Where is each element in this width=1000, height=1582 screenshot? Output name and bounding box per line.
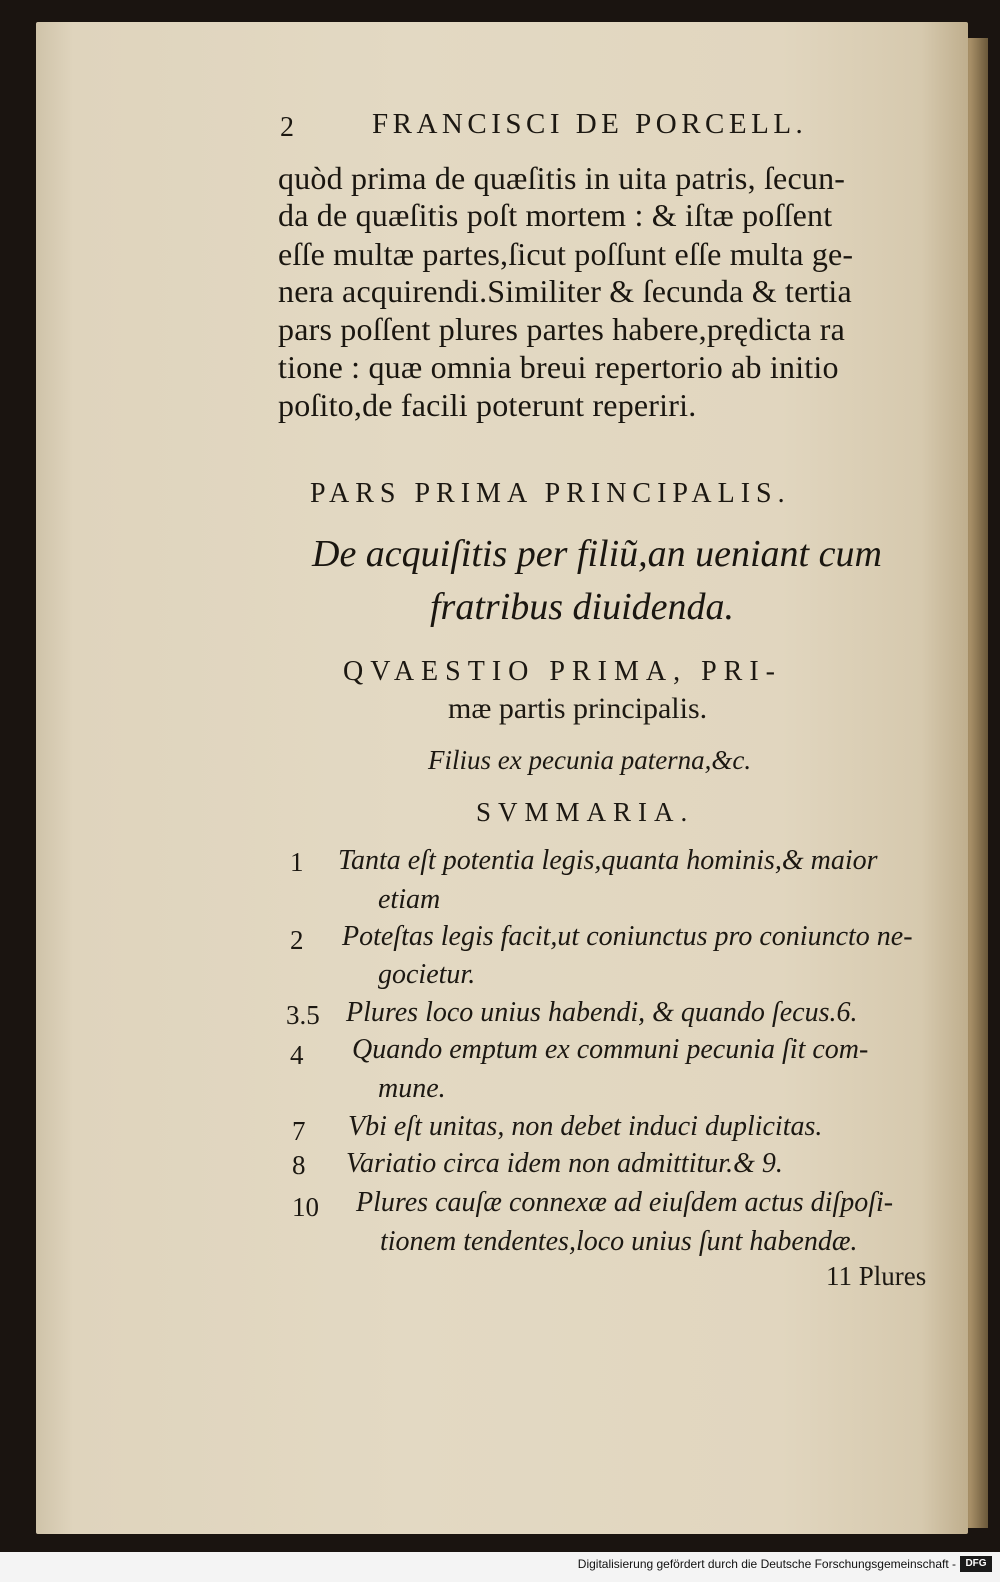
running-title: FRANCISCI DE PORCELL. — [372, 108, 808, 140]
summary-text: Tanta eſt potentia legis,quanta hominis,& maior — [338, 845, 878, 876]
summary-text: Vbi eſt unitas, non debet induci duplicitas. — [348, 1111, 823, 1142]
funding-credit: Digitalisierung gefördert durch die Deutsche Forschungsgemeinschaft - — [577, 1557, 956, 1571]
body-line: eſſe multæ partes,ſicut poſſunt eſſe multa ge- — [278, 236, 854, 272]
question-heading: QVAESTIO PRIMA, PRI- — [343, 656, 782, 687]
body-line: poſito,de facili poterunt reperiri. — [278, 387, 697, 423]
body-line: da de quæſitis poſt mortem : & iſtæ poſſent — [278, 197, 833, 233]
summary-number: 1 — [290, 847, 304, 877]
summary-number: 2 — [290, 925, 304, 955]
question-subheading: mæ partis principalis. — [448, 692, 708, 725]
section-title-line-2: fratribus diuidenda. — [430, 586, 735, 628]
summary-text: Quando emptum ex communi pecunia ſit com- — [352, 1034, 869, 1065]
summary-number: 4 — [290, 1040, 304, 1070]
summary-text: Plures cauſæ connexæ ad eiuſdem actus diſpoſi- — [356, 1187, 894, 1218]
dfg-logo: DFG — [960, 1556, 992, 1572]
summary-text: Variatio circa idem non admittitur.& 9. — [346, 1148, 783, 1179]
page-number: 2 — [280, 112, 294, 143]
summary-number: 8 — [292, 1150, 306, 1180]
body-line: pars poſſent plures partes habere,prędicta ra — [278, 311, 845, 347]
section-heading: PARS PRIMA PRINCIPALIS. — [310, 478, 791, 509]
body-line: nera acquirendi.Similiter & ſecunda & tertia — [278, 273, 852, 309]
summary-text: Plures loco unius habendi, & quando ſecus.6. — [346, 997, 858, 1028]
question-incipit: Filius ex pecunia paterna,&c. — [428, 745, 752, 775]
summary-text: mune. — [378, 1073, 446, 1104]
summary-text: gocietur. — [378, 959, 476, 990]
summary-number: 3.5 — [286, 1000, 320, 1030]
body-line: tione : quæ omnia breui repertorio ab initio — [278, 349, 839, 385]
summaria-heading: SVMMARIA. — [476, 797, 695, 827]
summary-text: Poteſtas legis facit,ut coniunctus pro coniuncto ne- — [342, 921, 913, 952]
summary-number: 10 — [292, 1192, 319, 1222]
summary-text: etiam — [378, 884, 441, 915]
summary-number: 7 — [292, 1116, 306, 1146]
catchword: 11 Plures — [826, 1261, 927, 1291]
summary-text: tionem tendentes,loco unius ſunt habendæ. — [380, 1226, 858, 1257]
section-title-line-1: De acquiſitis per filiũ,an ueniant cum — [312, 533, 882, 575]
body-line: quòd prima de quæſitis in uita patris, ſecun- — [278, 160, 846, 196]
